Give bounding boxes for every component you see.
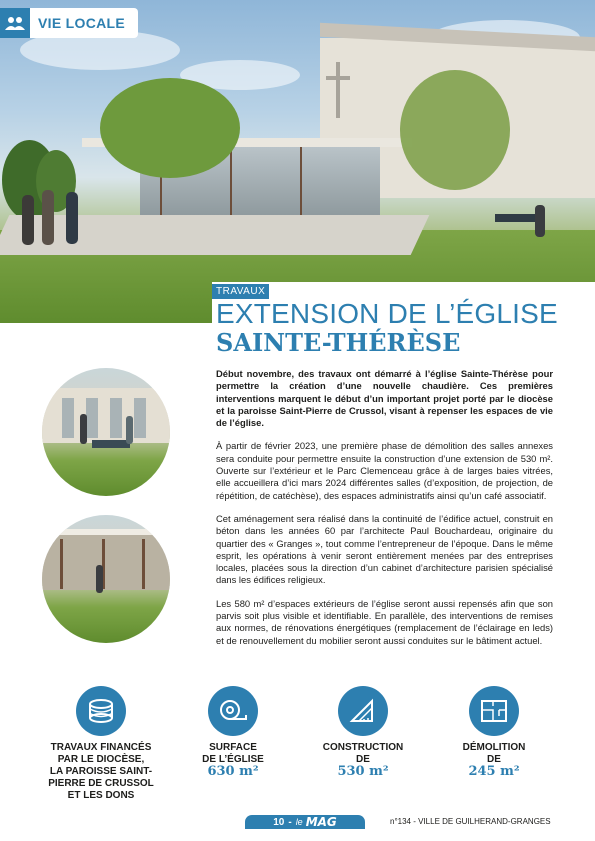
photo-pavilion <box>42 515 170 643</box>
hero-image <box>0 0 595 323</box>
page-badge <box>245 815 365 829</box>
footer <box>0 815 595 841</box>
key-figures <box>0 680 595 810</box>
article-title-line2: SAINTE-THÉRÈSE <box>216 328 461 357</box>
paragraph-2: Cet aménagement sera réalisé dans la continuité de l’édifice actuel, construit en béton dans les années 60 par l’architecte Paul Bouchardeau, originaire du quartier des « Granges », tout comme l’entrepreneur de l’époque. Dans le même esprit, les opérations à venir seront entièrement menées par des entreprises locales, placées sous la direction d’un cabinet d’architecture parisien spécialisé dans les édifices religieux. <box>216 512 553 586</box>
article-body <box>216 368 553 647</box>
category-tag: TRAVAUX <box>212 284 269 299</box>
page-separator: - <box>288 816 292 828</box>
issue-info: n°134 - VILLE DE GUILHERAND-GRANGES <box>390 817 551 826</box>
stat-surface-value: 630 m² <box>207 764 259 779</box>
plan-icon <box>469 686 519 736</box>
section-banner <box>0 8 138 38</box>
blueprint-icon <box>338 686 388 736</box>
article-lead: Début novembre, des travaux ont démarré à l’église Sainte-Thérèse pour permettre la création d’une nouvelle chaudière. Ces premières interventions marquent le début d’un important projet porté par le diocèse et la paroisse Saint-Pierre de Crussol, visant à repenser les espaces de vie de l’église. <box>216 368 553 429</box>
paragraph-1: À partir de février 2023, une première phase de démolition des salles annexes sera conduite pour permettre ensuite la construction d’une extension de 530 m². Ouverte sur l’extérieur et le Parc Clemenceau grâce à de larges baies vitrées, elle accueillera d’ici mars 2024 différentes salles (d’exposition, de projection, de répétition, de catéchèse), des espaces administratifs ainsi qu’un café associatif. <box>216 440 553 501</box>
stat-demolition-value: 245 m² <box>468 764 520 779</box>
tape-measure-icon <box>208 686 258 736</box>
paragraph-3: Les 580 m² d’espaces extérieurs de l’église seront aussi repensés afin que son parvis soit plus visible et identifiable. En parallèle, des interventions de remises aux normes, de rénovations énergétiques (remplacement de l’éclairage en leds) et de renouvellement du mobilier seront aussi conduites sur le bâtiment actuel. <box>216 597 553 646</box>
photo-ping-pong <box>42 368 170 496</box>
section-label: VIE LOCALE <box>38 15 126 31</box>
stat-construction: CONSTRUCTION DE 530 m² <box>302 742 424 778</box>
article-title-line1: EXTENSION DE L’ÉGLISE <box>216 298 558 329</box>
brand-logo: MAG <box>305 815 337 829</box>
stat-construction-value: 530 m² <box>337 764 389 779</box>
coins-icon <box>76 686 126 736</box>
brand-prefix: le <box>295 817 303 827</box>
stat-funding: TRAVAUX FINANCÉS PAR LE DIOCÈSE, LA PAROISSE SAINT- PIERRE DE CRUSSOL ET LES DONS <box>48 742 154 801</box>
people-icon <box>0 8 30 38</box>
page-number: 10 <box>273 816 285 828</box>
stat-demolition: DÉMOLITION DE 245 m² <box>434 742 554 778</box>
stat-surface: SURFACE DE L’ÉGLISE 630 m² <box>170 742 296 778</box>
